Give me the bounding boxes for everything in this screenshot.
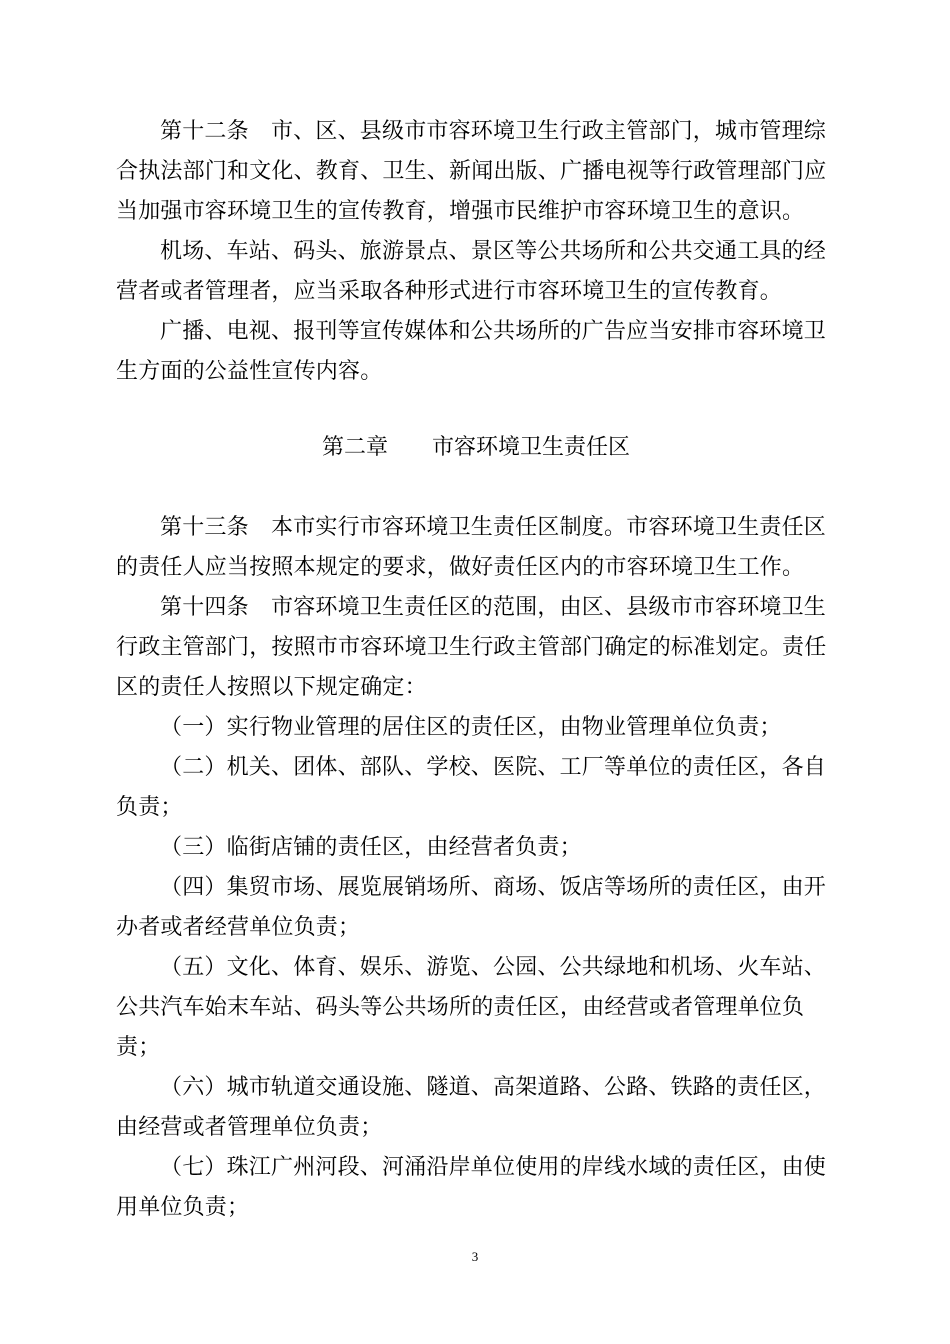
article-12-paragraph: 第十二条 市、区、县级市市容环境卫生行政主管部门，城市管理综合执法部门和文化、教育、卫生、新闻出版、广播电视等行政管理部门应当加强市容环境卫生的宣传教育，增强市民维护市容环境卫生的意识。 — [116, 119, 827, 224]
document-body — [116, 112, 836, 1228]
list-item-3: （三）临街店铺的责任区，由经营者负责； — [160, 835, 582, 860]
list-item-5: （五）文化、体育、娱乐、游览、公园、公共绿地和机场、火车站、公共汽车始末车站、码头等公共场所的责任区，由经营或者管理单位负责； — [116, 955, 827, 1060]
article-14-paragraph: 第十四条 市容环境卫生责任区的范围，由区、县级市市容环境卫生行政主管部门，按照市市容环境卫生行政主管部门确定的标准划定。责任区的责任人按照以下规定确定： — [116, 595, 827, 700]
list-item-2: （二）机关、团体、部队、学校、医院、工厂等单位的责任区，各自负责； — [116, 755, 827, 820]
list-item-6: （六）城市轨道交通设施、隧道、高架道路、公路、铁路的责任区，由经营或者管理单位负责； — [116, 1075, 827, 1140]
list-item-4: （四）集贸市场、展览展销场所、商场、饭店等场所的责任区，由开办者或者经营单位负责； — [116, 875, 827, 940]
article-12-media-paragraph: 广播、电视、报刊等宣传媒体和公共场所的广告应当安排市容环境卫生方面的公益性宣传内容。 — [116, 319, 827, 384]
chapter-heading: 第二章 市容环境卫生责任区 — [321, 435, 630, 460]
list-item-1: （一）实行物业管理的居住区的责任区，由物业管理单位负责； — [160, 715, 782, 740]
page-number: 3 — [471, 1249, 479, 1264]
article-13-paragraph: 第十三条 本市实行市容环境卫生责任区制度。市容环境卫生责任区的责任人应当按照本规定的要求，做好责任区内的市容环境卫生工作。 — [116, 515, 827, 580]
article-12-transport-paragraph: 机场、车站、码头、旅游景点、景区等公共场所和公共交通工具的经营者或者管理者，应当采取各种形式进行市容环境卫生的宣传教育。 — [116, 239, 827, 304]
list-item-7: （七）珠江广州河段、河涌沿岸单位使用的岸线水域的责任区，由使用单位负责； — [116, 1155, 827, 1220]
